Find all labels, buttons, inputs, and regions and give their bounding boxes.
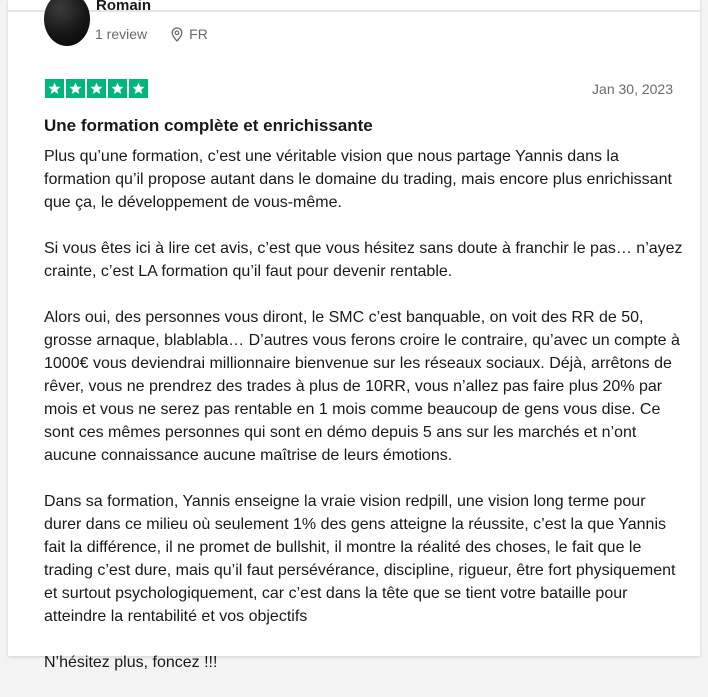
review-date: Jan 30, 2023 xyxy=(592,81,673,97)
review-card xyxy=(8,0,700,671)
star-icon xyxy=(129,79,148,98)
reviewer-country: FR xyxy=(189,26,208,42)
review-count: 1 review xyxy=(95,26,148,42)
avatar[interactable] xyxy=(44,0,90,46)
review-paragraph: Plus qu’une formation, c’est une véritable vision que nous partage Yannis dans la formation qu’il propose autant dans le domaine du trading, mais encore plus enrichissant que ça, le développement de vous-même. xyxy=(44,148,672,211)
review-paragraph: Si vous êtes ici à lire cet avis, c’est que vous hésitez sans doute à franchir le pas… n’ayez crainte, c’est LA formation qu’il faut pour devenir rentable. xyxy=(44,240,683,280)
review-title[interactable]: Une formation complète et enrichissante xyxy=(44,116,373,135)
review-paragraph: Dans sa formation, Yannis enseigne la vraie vision redpill, une vision long terme pour durer dans ce milieu où seulement 1% des gens atteigne la réussite, c’est la que Yannis fait la différence, il ne promet de bullshit, il montre la réalité des choses, le fait que le trading c’est dure, mais qu’il faut persévérance, discipline, rigueur, être fort physiquement et surtout psychologiquement, car c’est dans la tête que se tient votre bataille pour atteindre la rentabilité et vos objectifs xyxy=(44,493,676,625)
reviewer-name[interactable]: Romain xyxy=(96,0,152,14)
star-rating xyxy=(45,79,148,98)
review-paragraph: Alors oui, des personnes vous diront, le SMC c’est banquable, on voit des RR de 50, grosse arnaque, blablabla… D’autres vous ferons croire le contraire, qu’avec un compte à 1000€ vous deviendrai millionnaire bienvenue sur les réseaux sociaux. Déjà, arrêtons de rêver, vous ne prendrez des trades à plus de 10RR, vous n’allez pas faire plus 20% par mois et vous ne serez pas rentable en 1 mois comme beaucoup de gens vous dise. Ce sont ces mêmes personnes qui sont en démo depuis 5 ans sur les marchés et n’ont aucune connaissance aucune maîtrise de leurs émotions. xyxy=(44,309,680,464)
star-icon xyxy=(108,79,127,98)
star-icon xyxy=(45,79,64,98)
star-icon xyxy=(87,79,106,98)
star-icon xyxy=(66,79,85,98)
reviewer-meta xyxy=(95,26,208,42)
review-body xyxy=(44,145,684,697)
location-pin-icon xyxy=(171,27,183,42)
review-paragraph: N’hésitez plus, foncez !!! xyxy=(44,654,218,671)
